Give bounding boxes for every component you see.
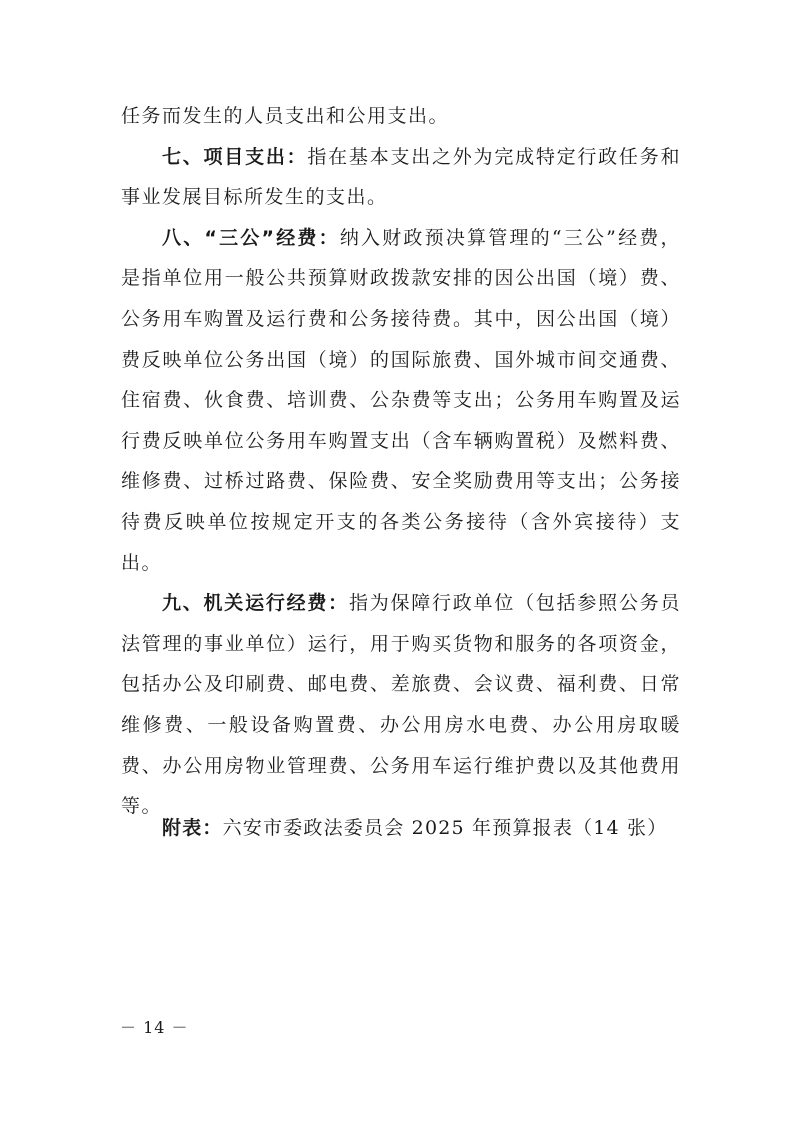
appendix-line [162, 813, 667, 843]
section-text: 指为保障行政单位（包括参照公务员法管理的事业单位）运行，用于购买货物和服务的各项资金，包括办公及印刷费、邮电费、差旅费、会议费、福利费、日常维修费、一般设备购置费、办公用房水电费、办公用房取暖费、办公用房物业管理费、公务用车运行维护费以及其他费用等。 [121, 592, 681, 818]
appendix-text: 六安市委政法委员会 2025 年预算报表（14 张） [222, 817, 668, 839]
section-project-expenditure [121, 137, 681, 218]
page-number: － 14 － [120, 1018, 189, 1037]
section-term: 九、机关运行经费： [162, 592, 349, 615]
section-agency-operating-expenses [121, 583, 681, 827]
section-term: 八、“三公”经费： [162, 226, 340, 249]
appendix-label: 附表： [162, 817, 223, 839]
continuation-paragraph: 任务而发生的人员支出和公用支出。 [121, 105, 450, 127]
document-body [121, 96, 681, 827]
section-three-public-expenses [121, 218, 681, 583]
section-term: 七、项目支出： [162, 145, 308, 168]
section-text: 指在基本支出之外为完成特定行政任务和事业发展目标所发生的支出。 [121, 145, 681, 209]
section-text: 纳入财政预决算管理的“三公”经费，是指单位用一般公共预算财政拨款安排的因公出国（境）费、公务用车购置及运行费和公务接待费。其中，因公出国（境）费反映单位公务出国（境）的国际旅费、国外城市间交通费、住宿费、伙食费、培训费、公杂费等支出；公务用车购置及运行费反映单位公务用车购置支出（含车辆购置税）及燃料费、维修费、过桥过路费、保险费、安全奖励费用等支出；公务接待费反映单位按规定开支的各类公务接待（含外宾接待）支出。 [121, 226, 681, 574]
